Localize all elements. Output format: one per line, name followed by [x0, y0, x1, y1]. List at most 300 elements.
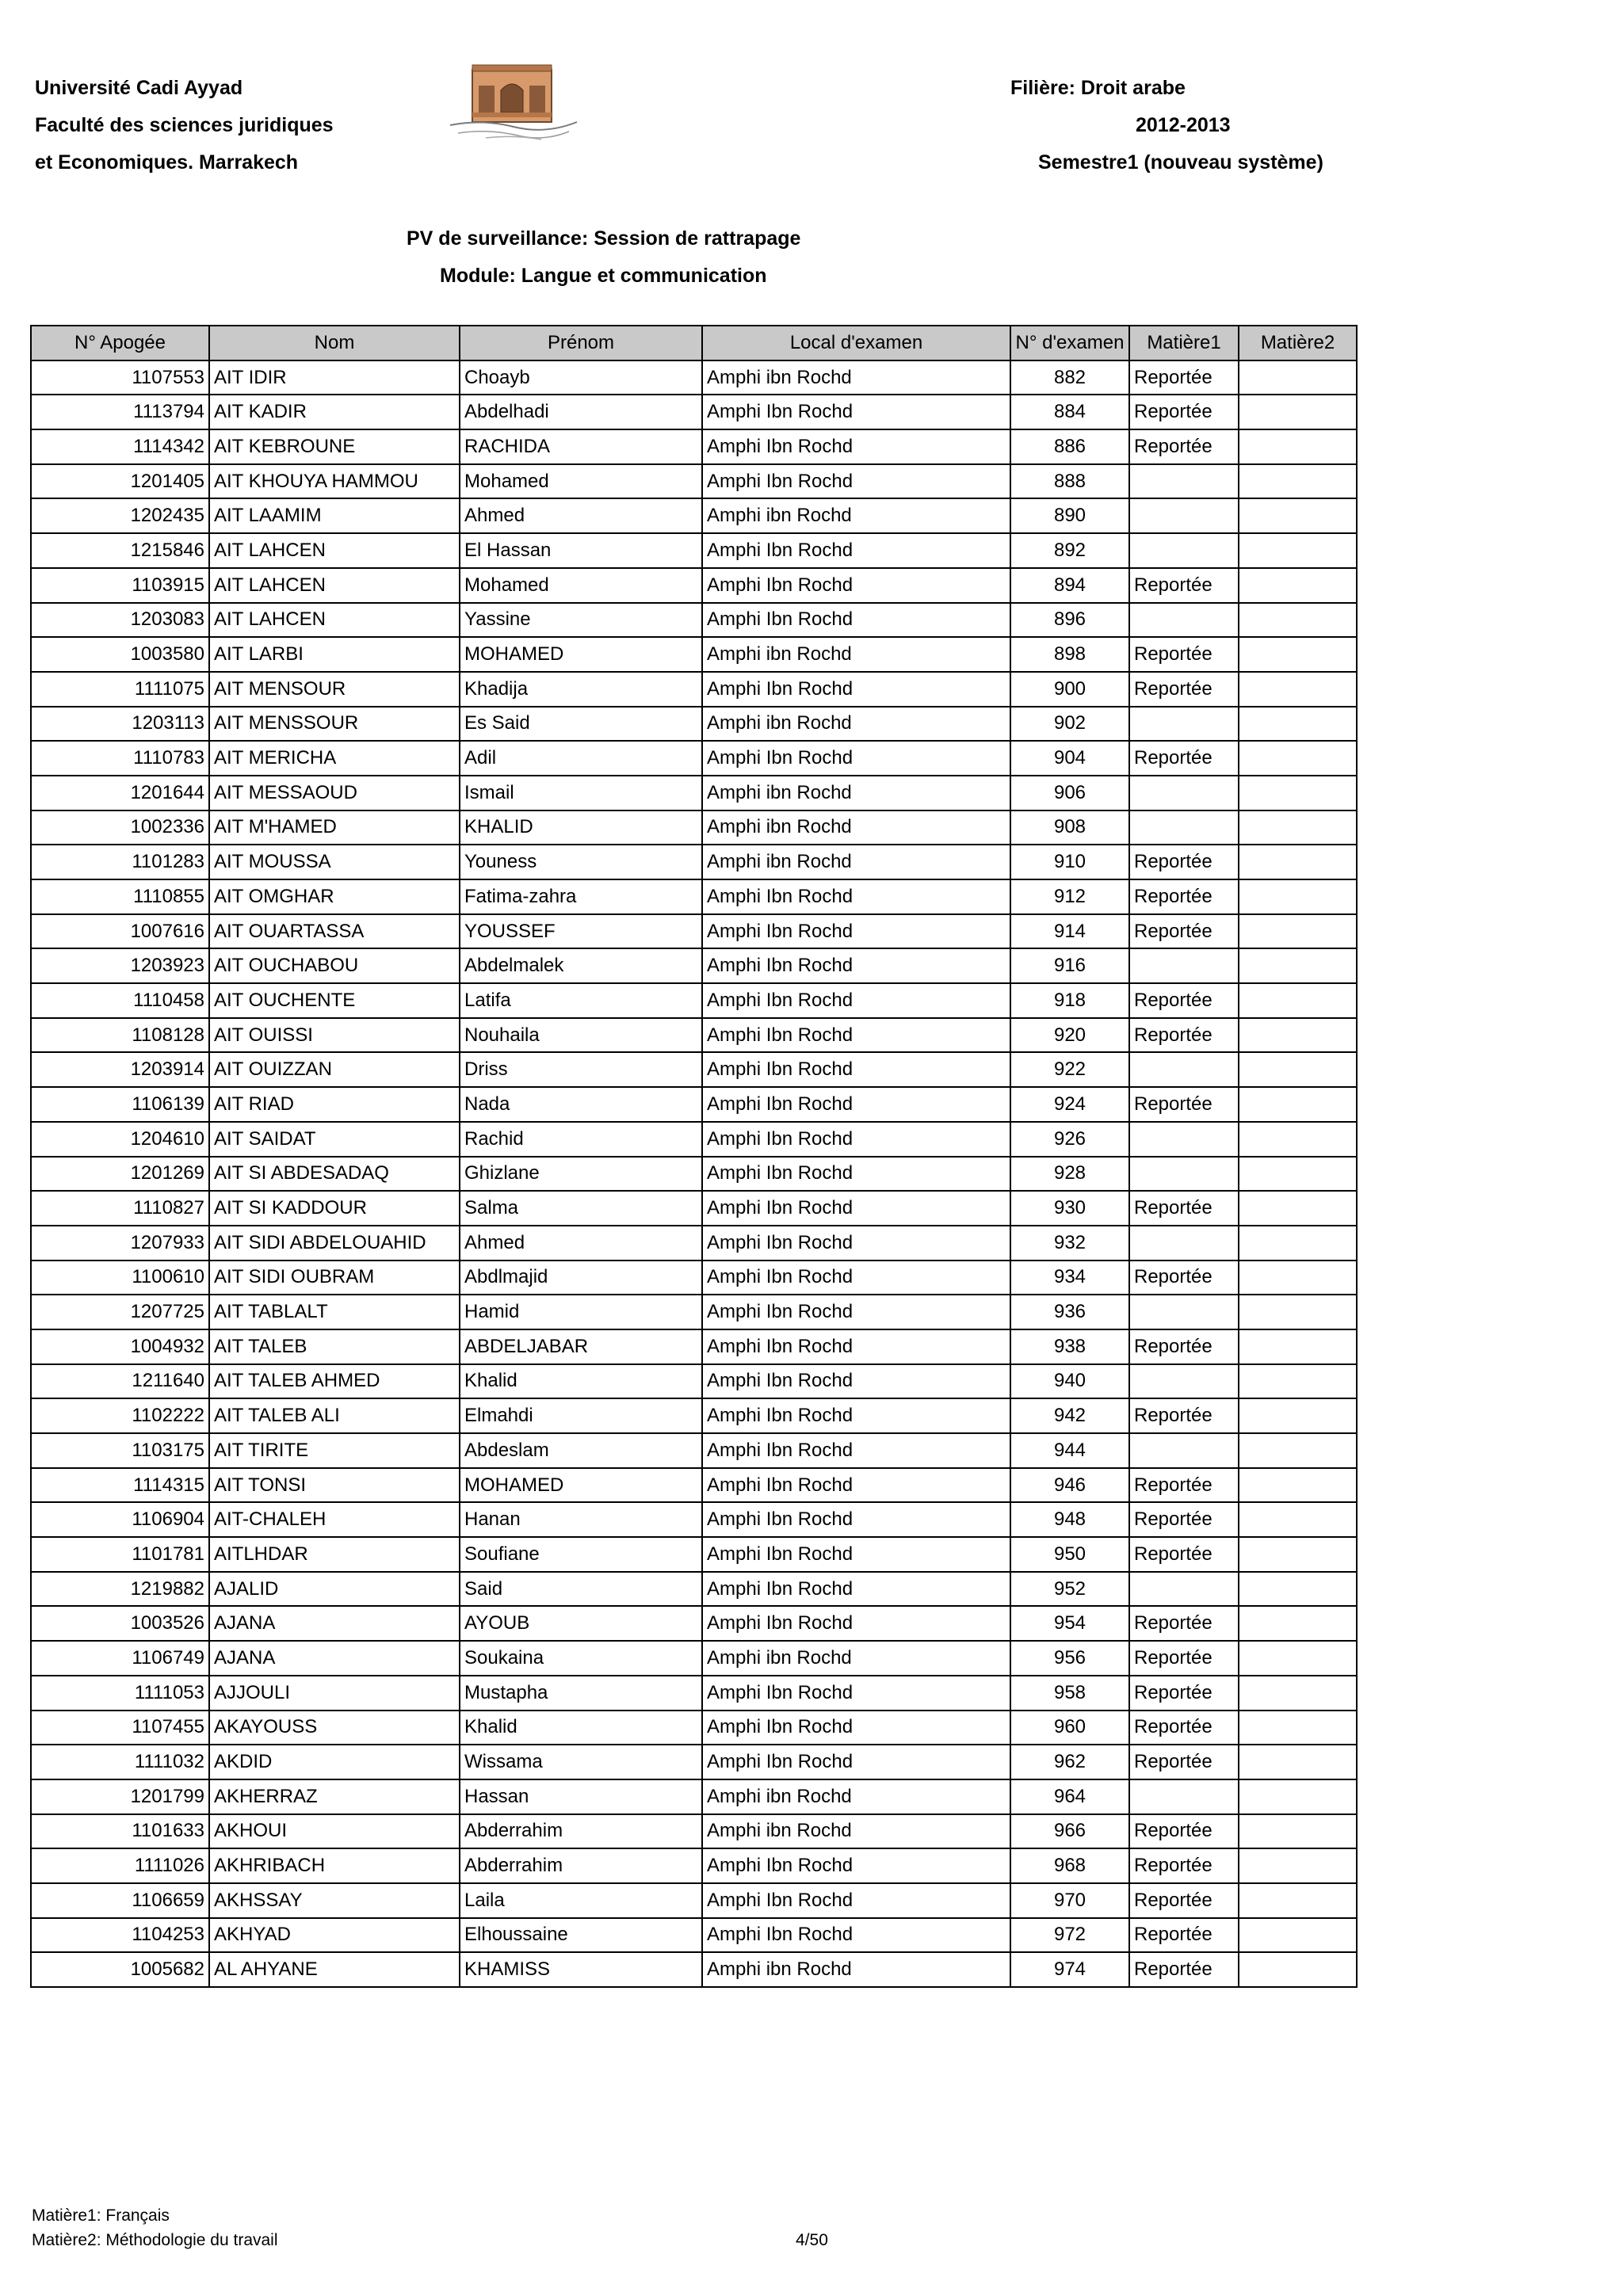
- cell-apogee: 1207933: [31, 1226, 209, 1261]
- cell-prenom: Elmahdi: [460, 1398, 702, 1433]
- table-row: [31, 1502, 1357, 1537]
- cell-matiere2: [1239, 395, 1357, 429]
- cell-nom: AKHYAD: [209, 1918, 460, 1953]
- cell-nom: AIT TALEB ALI: [209, 1398, 460, 1433]
- table-row: [31, 1814, 1357, 1849]
- cell-matiere2: [1239, 498, 1357, 533]
- cell-prenom: Es Said: [460, 707, 702, 742]
- cell-matiere1: Reportée: [1129, 914, 1239, 949]
- cell-num-examen: 972: [1010, 1918, 1129, 1953]
- cell-apogee: 1106139: [31, 1087, 209, 1122]
- cell-nom: AIT SIDI ABDELOUAHID: [209, 1226, 460, 1261]
- cell-prenom: Ismail: [460, 776, 702, 810]
- cell-apogee: 1201644: [31, 776, 209, 810]
- cell-num-examen: 910: [1010, 845, 1129, 879]
- cell-nom: AIT TIRITE: [209, 1433, 460, 1468]
- cell-apogee: 1101781: [31, 1537, 209, 1572]
- table-row: [31, 1606, 1357, 1641]
- cell-matiere1: [1129, 776, 1239, 810]
- cell-apogee: 1107455: [31, 1711, 209, 1745]
- table-row: [31, 603, 1357, 638]
- cell-matiere2: [1239, 1676, 1357, 1711]
- cell-prenom: RACHIDA: [460, 429, 702, 464]
- cell-num-examen: 882: [1010, 360, 1129, 395]
- cell-apogee: 1203113: [31, 707, 209, 742]
- cell-prenom: Khalid: [460, 1364, 702, 1399]
- cell-apogee: 1102222: [31, 1398, 209, 1433]
- cell-matiere2: [1239, 1157, 1357, 1192]
- cell-matiere1: [1129, 1157, 1239, 1192]
- cell-matiere2: [1239, 1606, 1357, 1641]
- cell-num-examen: 938: [1010, 1329, 1129, 1364]
- table-row: [31, 464, 1357, 499]
- table-row: [31, 637, 1357, 672]
- col-header-apogee: N° Apogée: [31, 326, 209, 360]
- surveillance-table: [30, 325, 1358, 1988]
- col-header-matiere2: Matière2: [1239, 326, 1357, 360]
- document-title: PV de surveillance: Session de rattrapage: [407, 227, 801, 250]
- cell-nom: AIT TALEB: [209, 1329, 460, 1364]
- cell-local: Amphi ibn Rochd: [702, 360, 1010, 395]
- cell-matiere1: [1129, 1433, 1239, 1468]
- cell-prenom: Nouhaila: [460, 1018, 702, 1053]
- cell-prenom: Abderrahim: [460, 1848, 702, 1883]
- cell-apogee: 1003526: [31, 1606, 209, 1641]
- cell-local: Amphi Ibn Rochd: [702, 533, 1010, 568]
- cell-apogee: 1100610: [31, 1261, 209, 1295]
- col-header-num-examen: N° d'examen: [1010, 326, 1129, 360]
- cell-nom: AKHSSAY: [209, 1883, 460, 1918]
- cell-num-examen: 886: [1010, 429, 1129, 464]
- cell-num-examen: 892: [1010, 533, 1129, 568]
- cell-nom: AIT SI KADDOUR: [209, 1191, 460, 1226]
- cell-nom: AKDID: [209, 1745, 460, 1779]
- cell-nom: AKHOUI: [209, 1814, 460, 1849]
- cell-num-examen: 908: [1010, 810, 1129, 845]
- filiere-label: Filière: Droit arabe: [1010, 77, 1186, 99]
- cell-local: Amphi ibn Rochd: [702, 810, 1010, 845]
- cell-nom: AITLHDAR: [209, 1537, 460, 1572]
- cell-num-examen: 944: [1010, 1433, 1129, 1468]
- cell-matiere2: [1239, 429, 1357, 464]
- cell-apogee: 1114315: [31, 1468, 209, 1503]
- cell-local: Amphi Ibn Rochd: [702, 1191, 1010, 1226]
- cell-local: Amphi Ibn Rochd: [702, 948, 1010, 983]
- cell-local: Amphi Ibn Rochd: [702, 1226, 1010, 1261]
- cell-matiere1: [1129, 1052, 1239, 1087]
- cell-apogee: 1111026: [31, 1848, 209, 1883]
- cell-apogee: 1106659: [31, 1883, 209, 1918]
- cell-prenom: Laila: [460, 1883, 702, 1918]
- cell-nom: AIT MESSAOUD: [209, 776, 460, 810]
- cell-apogee: 1111075: [31, 672, 209, 707]
- cell-matiere1: Reportée: [1129, 1641, 1239, 1676]
- cell-apogee: 1004932: [31, 1329, 209, 1364]
- cell-matiere2: [1239, 914, 1357, 949]
- cell-prenom: Fatima-zahra: [460, 879, 702, 914]
- table-row: [31, 1018, 1357, 1053]
- table-row: [31, 429, 1357, 464]
- cell-local: Amphi ibn Rochd: [702, 1814, 1010, 1849]
- col-header-prenom: Prénom: [460, 326, 702, 360]
- cell-matiere2: [1239, 1052, 1357, 1087]
- cell-matiere2: [1239, 741, 1357, 776]
- cell-matiere1: Reportée: [1129, 1711, 1239, 1745]
- cell-prenom: Hamid: [460, 1295, 702, 1329]
- cell-local: Amphi Ibn Rochd: [702, 1018, 1010, 1053]
- cell-apogee: 1002336: [31, 810, 209, 845]
- cell-matiere2: [1239, 810, 1357, 845]
- cell-matiere1: Reportée: [1129, 741, 1239, 776]
- cell-local: Amphi Ibn Rochd: [702, 1606, 1010, 1641]
- cell-prenom: Rachid: [460, 1122, 702, 1157]
- cell-num-examen: 920: [1010, 1018, 1129, 1053]
- cell-matiere1: Reportée: [1129, 568, 1239, 603]
- cell-num-examen: 906: [1010, 776, 1129, 810]
- col-header-local: Local d'examen: [702, 326, 1010, 360]
- cell-apogee: 1215846: [31, 533, 209, 568]
- cell-apogee: 1110783: [31, 741, 209, 776]
- cell-prenom: KHAMISS: [460, 1952, 702, 1987]
- cell-nom: AIT LAAMIM: [209, 498, 460, 533]
- cell-nom: AIT SAIDAT: [209, 1122, 460, 1157]
- cell-local: Amphi ibn Rochd: [702, 637, 1010, 672]
- cell-apogee: 1201799: [31, 1779, 209, 1814]
- cell-nom: AJANA: [209, 1606, 460, 1641]
- semester-label: Semestre1 (nouveau système): [1038, 151, 1323, 174]
- cell-local: Amphi Ibn Rochd: [702, 741, 1010, 776]
- cell-num-examen: 958: [1010, 1676, 1129, 1711]
- cell-local: Amphi Ibn Rochd: [702, 1502, 1010, 1537]
- cell-num-examen: 968: [1010, 1848, 1129, 1883]
- table-row: [31, 1745, 1357, 1779]
- cell-matiere1: Reportée: [1129, 1261, 1239, 1295]
- cell-matiere1: Reportée: [1129, 1952, 1239, 1987]
- table-row: [31, 1226, 1357, 1261]
- cell-nom: AIT MERICHA: [209, 741, 460, 776]
- cell-local: Amphi Ibn Rochd: [702, 1572, 1010, 1607]
- cell-matiere2: [1239, 1572, 1357, 1607]
- table-row: [31, 1848, 1357, 1883]
- cell-local: Amphi ibn Rochd: [702, 1641, 1010, 1676]
- cell-matiere1: Reportée: [1129, 1918, 1239, 1953]
- cell-matiere1: [1129, 533, 1239, 568]
- cell-prenom: Hassan: [460, 1779, 702, 1814]
- table-row: [31, 983, 1357, 1018]
- cell-nom: AIT LAHCEN: [209, 568, 460, 603]
- table-row: [31, 1052, 1357, 1087]
- cell-nom: AIT OUCHENTE: [209, 983, 460, 1018]
- cell-num-examen: 918: [1010, 983, 1129, 1018]
- cell-matiere2: [1239, 879, 1357, 914]
- cell-apogee: 1106904: [31, 1502, 209, 1537]
- cell-matiere1: [1129, 1295, 1239, 1329]
- cell-num-examen: 926: [1010, 1122, 1129, 1157]
- cell-prenom: Ahmed: [460, 1226, 702, 1261]
- cell-matiere1: [1129, 810, 1239, 845]
- cell-prenom: Mohamed: [460, 568, 702, 603]
- cell-apogee: 1111032: [31, 1745, 209, 1779]
- cell-local: Amphi Ibn Rochd: [702, 1848, 1010, 1883]
- cell-matiere2: [1239, 1398, 1357, 1433]
- cell-nom: AIT SI ABDESADAQ: [209, 1157, 460, 1192]
- cell-num-examen: 940: [1010, 1364, 1129, 1399]
- table-row: [31, 672, 1357, 707]
- cell-apogee: 1207725: [31, 1295, 209, 1329]
- cell-apogee: 1201269: [31, 1157, 209, 1192]
- cell-apogee: 1103175: [31, 1433, 209, 1468]
- table-row: [31, 914, 1357, 949]
- cell-local: Amphi Ibn Rochd: [702, 464, 1010, 499]
- cell-prenom: Abdeslam: [460, 1433, 702, 1468]
- cell-prenom: Ahmed: [460, 498, 702, 533]
- cell-local: Amphi Ibn Rochd: [702, 1261, 1010, 1295]
- cell-apogee: 1110855: [31, 879, 209, 914]
- cell-matiere1: [1129, 464, 1239, 499]
- cell-prenom: MOHAMED: [460, 637, 702, 672]
- cell-matiere2: [1239, 533, 1357, 568]
- cell-matiere2: [1239, 1502, 1357, 1537]
- cell-prenom: YOUSSEF: [460, 914, 702, 949]
- cell-matiere2: [1239, 707, 1357, 742]
- cell-prenom: Khalid: [460, 1711, 702, 1745]
- table-row: [31, 360, 1357, 395]
- cell-num-examen: 904: [1010, 741, 1129, 776]
- page-number: 4/50: [796, 2231, 828, 2249]
- cell-prenom: Abdelmalek: [460, 948, 702, 983]
- cell-nom: AJALID: [209, 1572, 460, 1607]
- cell-num-examen: 924: [1010, 1087, 1129, 1122]
- cell-matiere2: [1239, 1122, 1357, 1157]
- cell-num-examen: 932: [1010, 1226, 1129, 1261]
- cell-local: Amphi Ibn Rochd: [702, 1364, 1010, 1399]
- cell-nom: AIT KHOUYA HAMMOU: [209, 464, 460, 499]
- table-row: [31, 1398, 1357, 1433]
- cell-nom: AIT MOUSSA: [209, 845, 460, 879]
- table-row: [31, 741, 1357, 776]
- cell-matiere2: [1239, 1848, 1357, 1883]
- cell-matiere2: [1239, 1779, 1357, 1814]
- cell-matiere1: Reportée: [1129, 637, 1239, 672]
- cell-num-examen: 936: [1010, 1295, 1129, 1329]
- cell-apogee: 1106749: [31, 1641, 209, 1676]
- cell-num-examen: 884: [1010, 395, 1129, 429]
- cell-nom: AIT MENSSOUR: [209, 707, 460, 742]
- cell-matiere1: Reportée: [1129, 360, 1239, 395]
- table-row: [31, 1122, 1357, 1157]
- cell-nom: AIT OMGHAR: [209, 879, 460, 914]
- cell-nom: AIT KADIR: [209, 395, 460, 429]
- cell-num-examen: 970: [1010, 1883, 1129, 1918]
- cell-local: Amphi Ibn Rochd: [702, 1468, 1010, 1503]
- cell-local: Amphi Ibn Rochd: [702, 1883, 1010, 1918]
- cell-local: Amphi ibn Rochd: [702, 498, 1010, 533]
- cell-matiere2: [1239, 1295, 1357, 1329]
- cell-nom: AL AHYANE: [209, 1952, 460, 1987]
- university-name: Université Cadi Ayyad: [35, 77, 243, 99]
- table-row: [31, 1918, 1357, 1953]
- cell-num-examen: 898: [1010, 637, 1129, 672]
- cell-num-examen: 914: [1010, 914, 1129, 949]
- cell-matiere2: [1239, 1226, 1357, 1261]
- cell-nom: AKHRIBACH: [209, 1848, 460, 1883]
- cell-apogee: 1110827: [31, 1191, 209, 1226]
- table-row: [31, 1261, 1357, 1295]
- cell-num-examen: 928: [1010, 1157, 1129, 1192]
- table-row: [31, 1364, 1357, 1399]
- table-row: [31, 1641, 1357, 1676]
- cell-num-examen: 896: [1010, 603, 1129, 638]
- cell-matiere1: [1129, 948, 1239, 983]
- cell-local: Amphi Ibn Rochd: [702, 1745, 1010, 1779]
- table-row: [31, 1537, 1357, 1572]
- cell-num-examen: 948: [1010, 1502, 1129, 1537]
- cell-nom: AIT IDIR: [209, 360, 460, 395]
- table-row: [31, 1157, 1357, 1192]
- cell-num-examen: 922: [1010, 1052, 1129, 1087]
- cell-nom: AIT SIDI OUBRAM: [209, 1261, 460, 1295]
- cell-matiere2: [1239, 360, 1357, 395]
- cell-matiere1: Reportée: [1129, 1398, 1239, 1433]
- table-row: [31, 568, 1357, 603]
- table-row: [31, 845, 1357, 879]
- cell-apogee: 1101633: [31, 1814, 209, 1849]
- cell-apogee: 1003580: [31, 637, 209, 672]
- cell-apogee: 1114342: [31, 429, 209, 464]
- cell-apogee: 1110458: [31, 983, 209, 1018]
- cell-nom: AIT LAHCEN: [209, 533, 460, 568]
- cell-prenom: Elhoussaine: [460, 1918, 702, 1953]
- cell-matiere1: Reportée: [1129, 1502, 1239, 1537]
- cell-apogee: 1007616: [31, 914, 209, 949]
- cell-apogee: 1203083: [31, 603, 209, 638]
- table-row: [31, 1883, 1357, 1918]
- table-row: [31, 533, 1357, 568]
- cell-local: Amphi Ibn Rochd: [702, 1122, 1010, 1157]
- cell-local: Amphi ibn Rochd: [702, 1952, 1010, 1987]
- cell-matiere1: Reportée: [1129, 1087, 1239, 1122]
- cell-matiere2: [1239, 1537, 1357, 1572]
- cell-prenom: Ghizlane: [460, 1157, 702, 1192]
- table-row: [31, 1676, 1357, 1711]
- cell-local: Amphi Ibn Rochd: [702, 603, 1010, 638]
- cell-matiere1: Reportée: [1129, 1191, 1239, 1226]
- cell-matiere2: [1239, 1883, 1357, 1918]
- cell-local: Amphi Ibn Rochd: [702, 1087, 1010, 1122]
- cell-prenom: Abdelhadi: [460, 395, 702, 429]
- cell-local: Amphi Ibn Rochd: [702, 568, 1010, 603]
- col-header-matiere1: Matière1: [1129, 326, 1239, 360]
- cell-local: Amphi Ibn Rochd: [702, 1537, 1010, 1572]
- table-row: [31, 1711, 1357, 1745]
- cell-local: Amphi Ibn Rochd: [702, 983, 1010, 1018]
- cell-local: Amphi Ibn Rochd: [702, 1295, 1010, 1329]
- cell-prenom: Khadija: [460, 672, 702, 707]
- cell-nom: AIT OUIZZAN: [209, 1052, 460, 1087]
- cell-nom: AKHERRAZ: [209, 1779, 460, 1814]
- cell-num-examen: 962: [1010, 1745, 1129, 1779]
- cell-num-examen: 960: [1010, 1711, 1129, 1745]
- cell-matiere1: Reportée: [1129, 1745, 1239, 1779]
- cell-matiere1: Reportée: [1129, 1329, 1239, 1364]
- cell-matiere1: Reportée: [1129, 395, 1239, 429]
- table-row: [31, 810, 1357, 845]
- cell-num-examen: 974: [1010, 1952, 1129, 1987]
- cell-matiere2: [1239, 1745, 1357, 1779]
- table-row: [31, 948, 1357, 983]
- cell-num-examen: 966: [1010, 1814, 1129, 1849]
- cell-nom: AIT TALEB AHMED: [209, 1364, 460, 1399]
- table-row: [31, 1952, 1357, 1987]
- academic-year: 2012-2013: [1136, 114, 1231, 136]
- cell-local: Amphi ibn Rochd: [702, 707, 1010, 742]
- cell-apogee: 1203923: [31, 948, 209, 983]
- cell-num-examen: 952: [1010, 1572, 1129, 1607]
- cell-prenom: Driss: [460, 1052, 702, 1087]
- cell-apogee: 1108128: [31, 1018, 209, 1053]
- cell-matiere2: [1239, 1814, 1357, 1849]
- cell-local: Amphi ibn Rochd: [702, 845, 1010, 879]
- cell-prenom: Yassine: [460, 603, 702, 638]
- cell-matiere2: [1239, 845, 1357, 879]
- cell-matiere2: [1239, 1468, 1357, 1503]
- table-row: [31, 1087, 1357, 1122]
- cell-local: Amphi Ibn Rochd: [702, 1398, 1010, 1433]
- cell-matiere1: Reportée: [1129, 879, 1239, 914]
- cell-nom: AKAYOUSS: [209, 1711, 460, 1745]
- cell-local: Amphi Ibn Rochd: [702, 879, 1010, 914]
- module-title: Module: Langue et communication: [440, 265, 767, 287]
- cell-local: Amphi Ibn Rochd: [702, 672, 1010, 707]
- cell-nom: AIT M'HAMED: [209, 810, 460, 845]
- cell-matiere1: Reportée: [1129, 1537, 1239, 1572]
- cell-nom: AJJOULI: [209, 1676, 460, 1711]
- cell-matiere2: [1239, 1433, 1357, 1468]
- cell-num-examen: 946: [1010, 1468, 1129, 1503]
- cell-matiere1: Reportée: [1129, 1018, 1239, 1053]
- cell-num-examen: 890: [1010, 498, 1129, 533]
- cell-matiere2: [1239, 1641, 1357, 1676]
- cell-local: Amphi Ibn Rochd: [702, 1711, 1010, 1745]
- cell-matiere2: [1239, 672, 1357, 707]
- cell-apogee: 1103915: [31, 568, 209, 603]
- cell-apogee: 1111053: [31, 1676, 209, 1711]
- cell-matiere2: [1239, 603, 1357, 638]
- cell-num-examen: 912: [1010, 879, 1129, 914]
- cell-matiere1: [1129, 1364, 1239, 1399]
- cell-num-examen: 964: [1010, 1779, 1129, 1814]
- cell-num-examen: 942: [1010, 1398, 1129, 1433]
- cell-nom: AIT MENSOUR: [209, 672, 460, 707]
- footnote-matiere1: Matière1: Français: [32, 2206, 170, 2225]
- cell-matiere1: Reportée: [1129, 1814, 1239, 1849]
- cell-matiere1: Reportée: [1129, 429, 1239, 464]
- cell-num-examen: 902: [1010, 707, 1129, 742]
- cell-prenom: Youness: [460, 845, 702, 879]
- table-row: [31, 395, 1357, 429]
- cell-prenom: Hanan: [460, 1502, 702, 1537]
- table-row: [31, 1468, 1357, 1503]
- table-row: [31, 498, 1357, 533]
- cell-nom: AIT OUARTASSA: [209, 914, 460, 949]
- cell-apogee: 1211640: [31, 1364, 209, 1399]
- cell-prenom: Said: [460, 1572, 702, 1607]
- cell-local: Amphi Ibn Rochd: [702, 1676, 1010, 1711]
- cell-prenom: Abderrahim: [460, 1814, 702, 1849]
- cell-matiere1: Reportée: [1129, 1848, 1239, 1883]
- cell-prenom: KHALID: [460, 810, 702, 845]
- cell-num-examen: 934: [1010, 1261, 1129, 1295]
